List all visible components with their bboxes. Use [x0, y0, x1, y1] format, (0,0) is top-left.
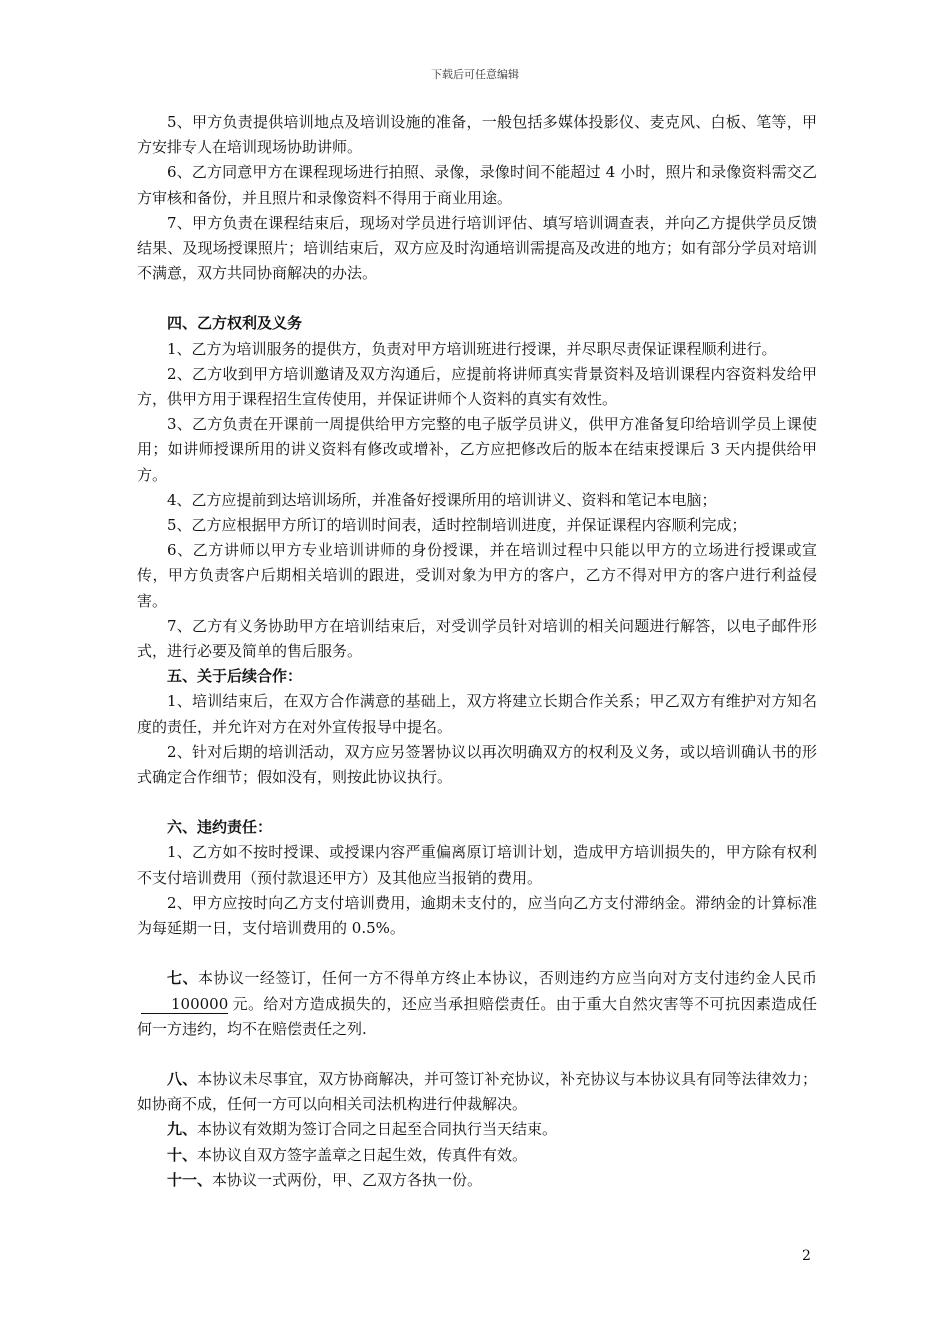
clause-5-1: 1、培训结束后，在双方合作满意的基础上，双方将建立长期合作关系；甲乙双方有维护对方知名度的责任，并允许对方在对外宣传报导中提名。	[137, 692, 817, 736]
section-10-text: 本协议自双方签字盖章之日起生效，传真件有效。	[197, 1145, 528, 1164]
section-11-number: 十一、	[167, 1170, 213, 1189]
section-spacer	[137, 286, 817, 311]
section-8-number: 八、	[167, 1069, 198, 1088]
section-spacer	[137, 941, 817, 966]
clause-3-7: 7、甲方负责在课程结束后，现场对学员进行培训评估、填写培训调查表，并向乙方提供学员反馈结果、及现场授课照片；培训结束后，双方应及时沟通培训需提高及改进的地方；如有部分学员对培训不满意，双方共同协商解决的办法。	[137, 213, 817, 283]
clause-4-4: 4、乙方应提前到达培训场所，并准备好授课所用的培训讲义、资料和笔记本电脑；	[167, 490, 717, 509]
section-10	[137, 1143, 817, 1168]
clause-4-5: 5、乙方应根据甲方所订的培训时间表，适时控制培训进度，并保证课程内容顺利完成；	[167, 516, 747, 535]
section-11	[137, 1168, 817, 1193]
clause-6-2: 2、甲方应按时向乙方支付培训费用，逾期未支付的，应当向乙方支付滞纳金。滞纳金的计算标准为每延期一日，支付培训费用的 0.5%。	[137, 893, 817, 938]
section-7-number: 七、	[167, 969, 198, 988]
page-header-note: 下载后可任意编辑	[431, 68, 519, 81]
section-7	[137, 966, 817, 1042]
clause-4-6: 6、乙方讲师以甲方专业培训讲师的身份授课，并在培训过程中只能以甲方的立场进行授课或宣传，甲方负责客户后期相关培训的跟进，受训对象为甲方的客户，乙方不得对甲方的客户进行利益侵害。	[137, 541, 817, 610]
clause-5-2: 2、针对后期的培训活动，双方应另签署协议以再次明确双方的权利及义务，或以培训确认书的形式确定合作细节；假如没有，则按此协议执行。	[137, 742, 817, 787]
section-7-text-before: 本协议一经签订，任何一方不得单方终止本协议，否则违约方应当向对方支付违约金人民币	[197, 969, 817, 988]
clause-6-1: 1、乙方如不按时授课、或授课内容严重偏离原订培训计划，造成甲方培训损失的，甲方除有权利不支付培训费用（预付款退还甲方）及其他应当报销的费用。	[137, 843, 817, 887]
section-9-text: 本协议有效期为签订合同之日起至合同执行当天结束。	[197, 1120, 558, 1139]
section-5-title: 五、关于后续合作：	[167, 667, 303, 686]
section-8-text: 本协议未尽事宜，双方协商解决，并可签订补充协议，补充协议与本协议具有同等法律效力；如协商不成，任何一方可以向相关司法机构进行仲裁解决。	[137, 1069, 817, 1114]
section-8	[137, 1067, 817, 1117]
penalty-amount: 100000	[141, 995, 228, 1014]
section-9	[137, 1117, 817, 1142]
section-9-number: 九、	[167, 1120, 198, 1139]
section-4-title: 四、乙方权利及义务	[167, 314, 303, 333]
section-spacer	[137, 790, 817, 815]
clause-4-3: 3、乙方负责在开课前一周提供给甲方完整的电子版学员讲义，供甲方准备复印给培训学员上课使用；如讲师授课所用的讲义资料有修改或增补，乙方应把修改后的版本在结束授课后 3 天内提供给甲方。	[137, 415, 817, 484]
section-11-text: 本协议一式两份，甲、乙双方各执一份。	[212, 1170, 483, 1189]
section-7-text-after: 元。给对方造成损失的，还应当承担赔偿责任。由于重大自然灾害等不可抗因素造成任何一方违约，均不在赔偿责任之列.	[137, 994, 817, 1038]
clause-3-5: 5、甲方负责提供培训地点及培训设施的准备，一般包括多媒体投影仪、麦克风、白板、笔等，甲方安排专人在培训现场协助讲师。	[137, 113, 817, 157]
section-6-title: 六、违约责任：	[167, 818, 273, 837]
clause-4-7: 7、乙方有义务协助甲方在培训结束后，对受训学员针对培训的相关问题进行解答，以电子邮件形式，进行必要及简单的售后服务。	[137, 616, 817, 661]
section-spacer	[137, 1042, 817, 1067]
page-number: 2	[802, 1248, 811, 1264]
clause-3-6: 6、乙方同意甲方在课程现场进行拍照、录像，录像时间不能超过 4 小时，照片和录像资料需交乙方审核和备份，并且照片和录像资料不得用于商业用途。	[137, 163, 817, 207]
document-body	[137, 110, 817, 1193]
section-10-number: 十、	[167, 1145, 198, 1164]
clause-4-2: 2、乙方收到甲方培训邀请及双方沟通后，应提前将讲师真实背景资料及培训课程内容资料发给甲方，供甲方用于课程招生宣传使用，并保证讲师个人资料的真实有效性。	[137, 364, 817, 409]
clause-4-1: 1、乙方为培训服务的提供方，负责对甲方培训班进行授课，并尽职尽责保证课程顺利进行。	[167, 339, 777, 358]
